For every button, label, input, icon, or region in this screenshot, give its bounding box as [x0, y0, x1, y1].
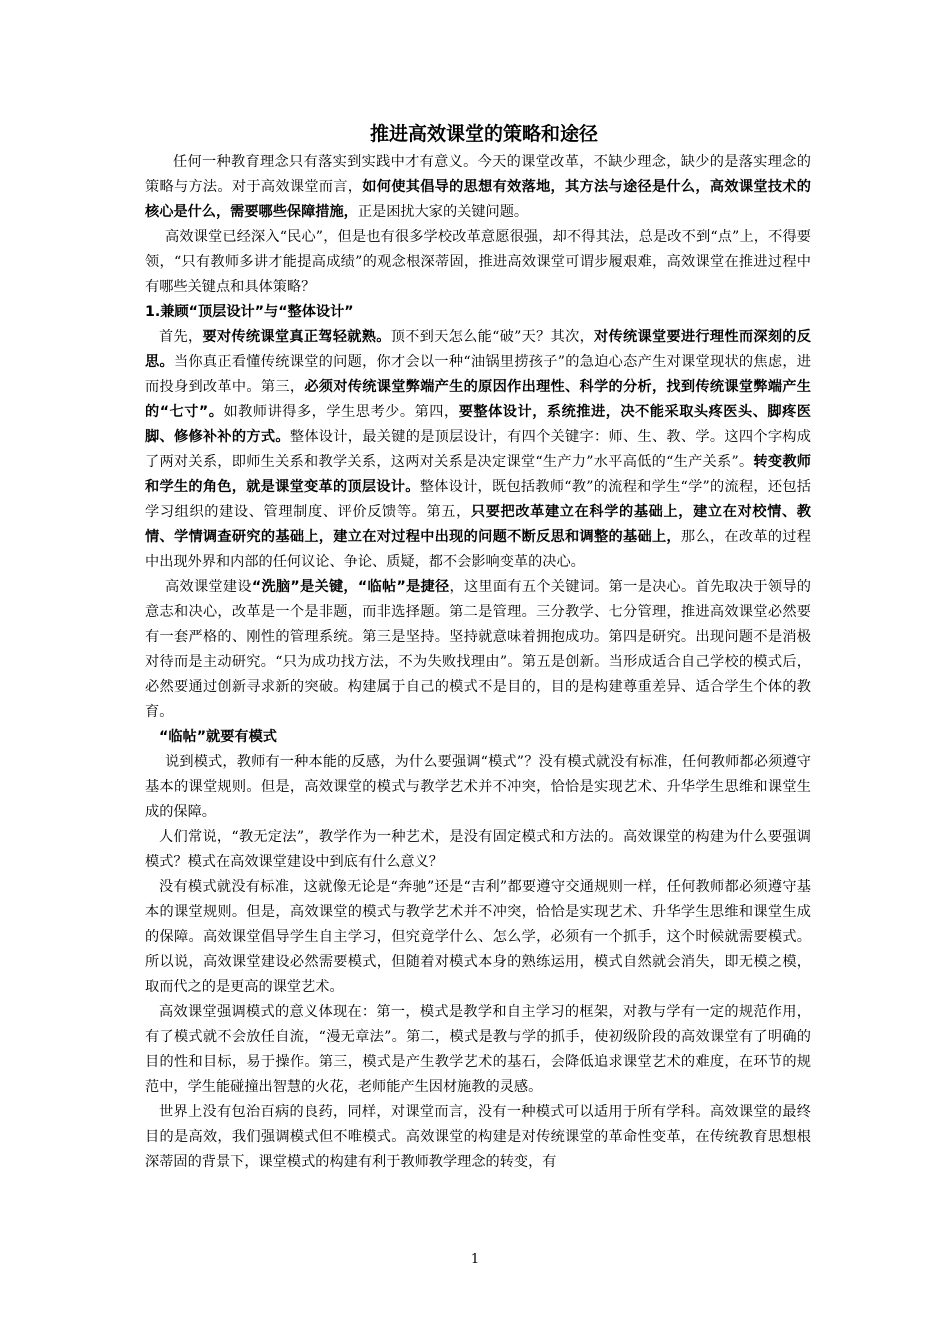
- text-run: 高效课堂建设: [165, 579, 252, 595]
- text-run: 当你真正看懂传统课堂的问题，你才会以一种“油锅里捞孩子”的急迫心态产生对课堂现状的焦虑，进而投身到改革中。第三，: [145, 354, 811, 395]
- document-title: 推进高效课堂的策略和途径: [369, 123, 598, 145]
- paragraph-no-universal-model: 世界上没有包治百病的良药，同样，对课堂而言，没有一种模式可以适用于所有学科。高效课堂的最终目的是高效，我们强调模式但不唯模式。高效课堂的构建是对传统课堂的革命性变革，在传统教育思想根深蒂固的背景下，课堂模式的构建有利于教师教学理念的转变，有: [145, 1104, 811, 1170]
- bold-text-run: 只要把改革建立在科学的基础上，建立在对校情、教情、学情调查研究的基础上，建立在对过程中出现的问题不断反思和调整的基础上，: [145, 504, 811, 545]
- paragraph-standards: 没有模式就没有标准，这就像无论是“奔驰”还是“吉利”都要遵守交通规则一样，任何教师都必须遵守基本的课堂规则。但是，高效课堂的模式与教学艺术并不冲突，恰恰是实现艺术、升华学生思维和课堂生成的保障。高效课堂倡导学生自主学习，但究竟学什么、怎么学，必须有一个抓手，这个时候就需要模式。所以说，高效课堂建设必然需要模式，但随着对模式本身的熟练运用，模式自然就会消失，即无模之模，取而代之的是更高的课堂艺术。: [145, 879, 811, 995]
- paragraph-intro: [145, 150, 811, 225]
- text-run: ，这里面有五个关键词。第一是决心。首先取决于领导的意志和决心，改革是一个是非题，而非选择题。第二是管理。三分教学、七分管理，推进高效课堂必然要有一套严格的、刚性的管理系统。第三是坚持。坚持就意味着拥抱成功。第四是研究。出现问题不是消极对待而是主动研究。“只为成功找方法，不为失败找理由”。第五是创新。当形成适合自己学校的模式后，必然要通过创新寻求新的突破。构建属于自己的模式不是目的，目的是构建尊重差异、适合学生个体的教育。: [145, 579, 811, 720]
- document-page: [145, 118, 811, 1175]
- text-run: 任何一种教育理念只有落实到实践中才有意义。今天的课堂改革，不缺少理念，缺少的是落实理念的策略与方法。对于高效课堂而言，: [145, 154, 811, 195]
- bold-text-run: 要对传统课堂真正驾轻就熟。: [202, 329, 391, 345]
- bold-text-run: 如何使其倡导的思想有效落地，其方法与途径是什么，高效课堂技术的核心是什么，需要哪些保障措施，: [145, 179, 811, 220]
- bold-text-run: “洗脑”是关键，“临帖”是捷径: [251, 579, 450, 595]
- paragraph-keywords: [145, 575, 811, 725]
- text-run: 整体设计，既包括教师“教”的流程和学生“学”的流程，还包括学习组织的建设、管理制度、评价反馈等。第五，: [145, 479, 811, 520]
- bold-text-run: 必须对传统课堂弊端产生的原因作出理性、科学的分析，找到传统课堂弊端产生的“七寸”。: [145, 379, 811, 420]
- text-run: 如教师讲得多，学生思考少。第四，: [223, 404, 459, 420]
- paragraph-model-meaning: 高效课堂强调模式的意义体现在：第一，模式是教学和自主学习的框架，对教与学有一定的规范作用，有了模式就不会放任自流，“漫无章法”。第二，模式是教与学的抓手，使初级阶段的高效课堂有了明确的目的性和目标，易于操作。第三，模式是产生教学艺术的基石，会降低追求课堂艺术的难度，在环节的规范中，学生能碰撞出智慧的火花，老师能产生因材施教的灵感。: [145, 1004, 811, 1095]
- page-number: 1: [470, 1252, 480, 1267]
- text-run: 首先，: [159, 329, 203, 345]
- text-run: 那么，在改革的过程中出现外界和内部的任何议论、争论、质疑，都不会影响变革的决心。: [145, 529, 811, 570]
- bold-text-run: 对传统课堂要进行理性而深刻的反思。: [145, 329, 811, 370]
- paragraph-no-fixed-method: 人们常说，“教无定法”，教学作为一种艺术，是没有固定模式和方法的。高效课堂的构建为什么要强调模式？模式在高效课堂建设中到底有什么意义？: [145, 829, 811, 870]
- section-heading-2: “临帖”就要有模式: [159, 729, 277, 745]
- paragraph-question: 高效课堂已经深入“民心”，但是也有很多学校改革意愿很强，却不得其法，总是改不到“点”上，不得要领，“只有教师多讲才能提高成绩”的观念根深蒂固，推进高效课堂可谓步履艰难，高效课堂在推进过程中有哪些关键点和具体策略？: [145, 229, 811, 295]
- bold-text-run: 转变教师和学生的角色，就是课堂变革的顶层设计。: [145, 454, 811, 495]
- text-run: 正是困扰大家的关键问题。: [357, 204, 529, 220]
- text-run: 顶不到天怎么能“破”天？其次，: [390, 329, 595, 345]
- section-heading-1: 1.兼顾“顶层设计”与“整体设计”: [145, 304, 354, 320]
- text-run: 整体设计，最关键的是顶层设计，有四个关键字：师、生、教、学。这四个字构成了两对关系，即师生关系和教学关系，这两对关系是决定课堂“生产力”水平高低的“生产关系”。: [145, 429, 811, 470]
- paragraph-design: [145, 325, 811, 575]
- paragraph-model-reaction: 说到模式，教师有一种本能的反感，为什么要强调“模式”？没有模式就没有标准，任何教师都必须遵守基本的课堂规则。但是，高效课堂的模式与教学艺术并不冲突，恰恰是实现艺术、升华学生思维和课堂生成的保障。: [145, 754, 811, 820]
- bold-text-run: 要整体设计，系统推进，决不能采取头疼医头、脚疼医脚、修修补补的方式。: [145, 404, 811, 445]
